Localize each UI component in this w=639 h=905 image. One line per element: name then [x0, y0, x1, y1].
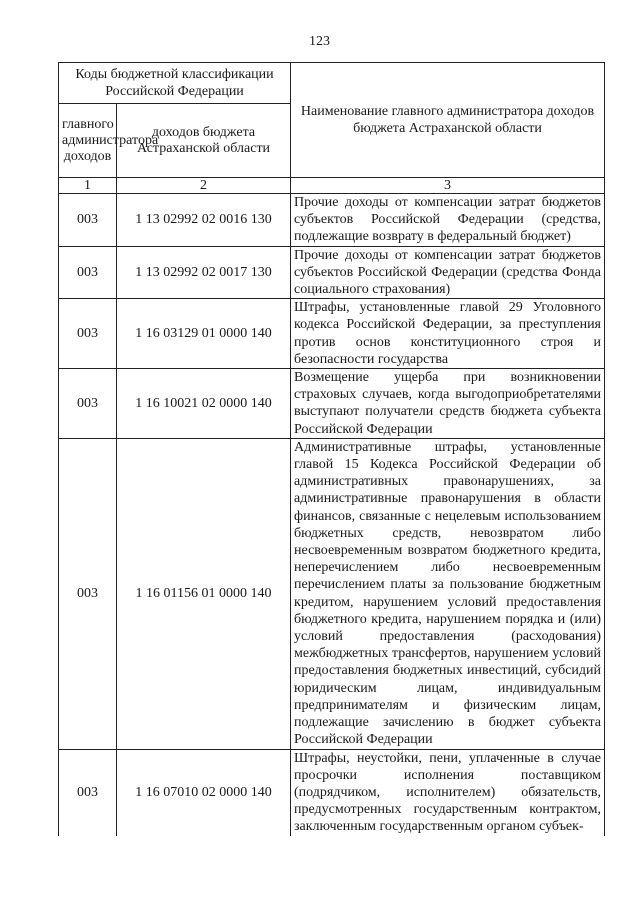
budget-classification-table [58, 62, 605, 836]
income-code-cell: 1 13 02992 02 0016 130 [117, 194, 291, 247]
header-name-cell: Наименование главного администратора доходов бюджета Астраханской области [291, 63, 605, 178]
admin-code-cell: 003 [59, 438, 117, 749]
table-row [59, 749, 605, 836]
admin-code-cell: 003 [59, 299, 117, 369]
header-admin-cell: главного администратора доходов [59, 104, 117, 178]
name-cell: Прочие доходы от компенсации затрат бюджетов субъектов Российской Федерации (средства, подлежащие возврату в федеральный бюджет) [291, 194, 605, 247]
column-number: 1 [59, 178, 117, 194]
income-code-cell: 1 16 10021 02 0000 140 [117, 369, 291, 439]
table-row [59, 246, 605, 299]
name-cell: Административные штрафы, установленные главой 15 Кодекса Российской Федерации об административных правонарушениях, за административные правонарушения в области финансов, связанные с нецелевым использованием бюджетных средств, невозвратом либо несвоевременным возвратом бюджетного кредита, неперечислением либо несвоевременным перечислением платы за пользование бюджетным кредитом, нарушением условий предоставления бюджетного кредита, нарушением порядка и (или) условий предоставления (расходования) межбюджетных трансфертов, нарушением условий предоставления бюджетных инвестиций, субсидий юридическим лицам, индивидуальным предпринимателям и физическим лицам, подлежащие зачислению в бюджет субъекта Российской Федерации [291, 438, 605, 749]
column-number: 3 [291, 178, 605, 194]
income-code-cell: 1 16 07010 02 0000 140 [117, 749, 291, 836]
income-code-cell: 1 16 03129 01 0000 140 [117, 299, 291, 369]
name-cell: Штрафы, установленные главой 29 Уголовного кодекса Российской Федерации, за преступления против основ конституционного строя и безопасности государства [291, 299, 605, 369]
admin-code-cell: 003 [59, 194, 117, 247]
admin-code-cell: 003 [59, 369, 117, 439]
header-income-cell: доходов бюджета Астраханской области [117, 104, 291, 178]
table-row [59, 194, 605, 247]
admin-code-cell: 003 [59, 749, 117, 836]
table-header-row [59, 63, 605, 104]
name-cell: Штрафы, неустойки, пени, уплаченные в случае просрочки исполнения поставщиком (подрядчиком, исполнителем) обязательств, предусмотренных государственным контрактом, заключенным государственным органом субъек- [291, 749, 605, 836]
table-row [59, 369, 605, 439]
name-cell: Возмещение ущерба при возникновении страховых случаев, когда выгодоприобретателями выступают получатели средств бюджета субъекта Российской Федерации [291, 369, 605, 439]
column-number-row [59, 178, 605, 194]
income-code-cell: 1 16 01156 01 0000 140 [117, 438, 291, 749]
table-row [59, 438, 605, 749]
page-number: 123 [309, 34, 330, 49]
table-row [59, 299, 605, 369]
admin-code-cell: 003 [59, 246, 117, 299]
name-cell: Прочие доходы от компенсации затрат бюджетов субъектов Российской Федерации (средства Фонда социального страхования) [291, 246, 605, 299]
header-group-cell: Коды бюджетной классификации Российской Федерации [59, 63, 291, 104]
income-code-cell: 1 13 02992 02 0017 130 [117, 246, 291, 299]
column-number: 2 [117, 178, 291, 194]
